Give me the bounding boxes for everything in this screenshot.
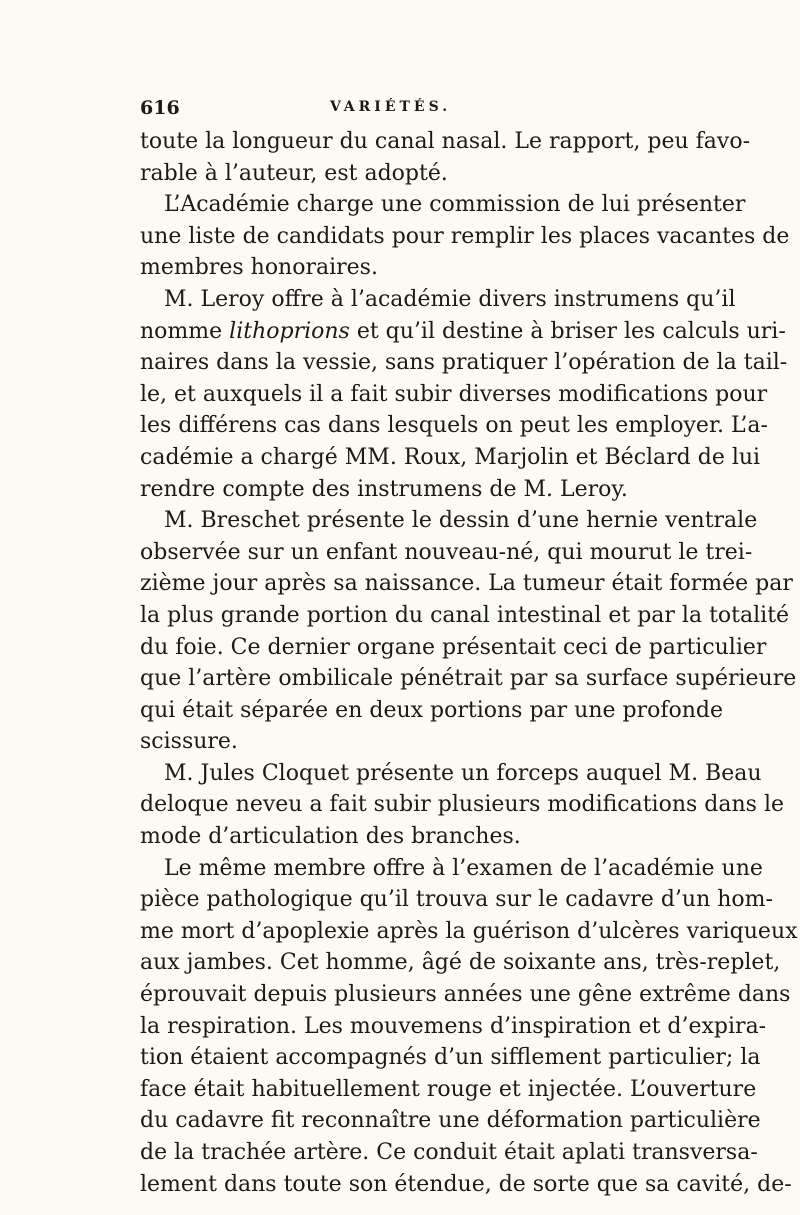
text-line: cadémie a chargé MM. Roux, Marjolin et Béclard de lui <box>140 444 761 470</box>
text-line: du cadavre fit reconnaître une déformation particulière <box>140 1108 761 1134</box>
text-line: M. Leroy offre à l’académie divers instrumens qu’il <box>164 286 736 312</box>
paragraph <box>140 758 784 853</box>
body-text <box>140 126 798 1200</box>
text-line: Le même membre offre à l’examen de l’académie une <box>164 855 763 881</box>
text-line: nomme lithoprions et qu’il destine à briser les calculs uri- <box>140 318 786 344</box>
text-line: M. Breschet présente le dessin d’une hernie ventrale <box>164 508 758 534</box>
text-line: le, et auxquels il a fait subir diverses modifications pour <box>140 381 768 407</box>
text-line: aux jambes. Cet homme, âgé de soixante ans, très-replet, <box>140 950 781 976</box>
page-header <box>140 97 662 123</box>
text-line: M. Jules Cloquet présente un forceps auquel M. Beau <box>164 760 762 786</box>
text-line: que l’artère ombilicale pénétrait par sa surface supérieure <box>140 666 797 692</box>
text-line: les différens cas dans lesquels on peut les employer. L’a- <box>140 413 768 439</box>
text-line: tion étaient accompagnés d’un sifflement particulier; la <box>140 1045 761 1071</box>
text-line: rable à l’auteur, est adopté. <box>140 160 448 186</box>
paragraph <box>140 853 798 1201</box>
text-line: lement dans toute son étendue, de sorte que sa cavité, de- <box>140 1171 792 1197</box>
running-title: VARIÉTÉS. <box>330 99 452 115</box>
text-line: naires dans la vessie, sans pratiquer l’opération de la tail- <box>140 350 788 376</box>
text-line: toute la longueur du canal nasal. Le rapport, peu favo- <box>140 129 751 154</box>
paragraph <box>140 126 751 189</box>
text-line: de la trachée artère. Ce conduit était aplati transversa- <box>140 1140 758 1165</box>
paragraph <box>140 189 790 284</box>
page-number: 616 <box>140 97 180 119</box>
text-line: qui était séparée en deux portions par une profonde <box>140 697 724 723</box>
text-line: la respiration. Les mouvemens d’inspiration et d’expira- <box>140 1013 767 1039</box>
text-line: du foie. Ce dernier organe présentait ceci de particulier <box>140 634 767 660</box>
text-line: rendre compte des instrumens de M. Leroy. <box>140 476 628 502</box>
text-line: scissure. <box>140 729 238 755</box>
text-line: mode d’articulation des branches. <box>140 824 521 850</box>
text-line: observée sur un enfant nouveau-né, qui mourut le trei- <box>140 539 753 565</box>
text-line: la plus grande portion du canal intestinal et par la totalité <box>140 602 790 628</box>
text-line: zième jour après sa naissance. La tumeur était formée par <box>140 571 793 597</box>
text-line: L’Académie charge une commission de lui présenter <box>164 192 746 218</box>
text-line: me mort d’apoplexie après la guérison d’ulcères variqueux <box>140 918 798 944</box>
text-line: membres honoraires. <box>140 255 378 281</box>
paragraph <box>140 505 797 758</box>
text-line: pièce pathologique qu’il trouva sur le cadavre d’un hom- <box>140 887 773 913</box>
text-line: une liste de candidats pour remplir les places vacantes de <box>140 223 790 249</box>
text-line: deloque neveu a fait subir plusieurs modifications dans le <box>140 792 784 818</box>
paragraph <box>140 284 788 505</box>
text-line: éprouvait depuis plusieurs années une gêne extrême dans <box>140 982 791 1008</box>
text-line: face était habituellement rouge et injectée. L’ouverture <box>140 1076 757 1102</box>
